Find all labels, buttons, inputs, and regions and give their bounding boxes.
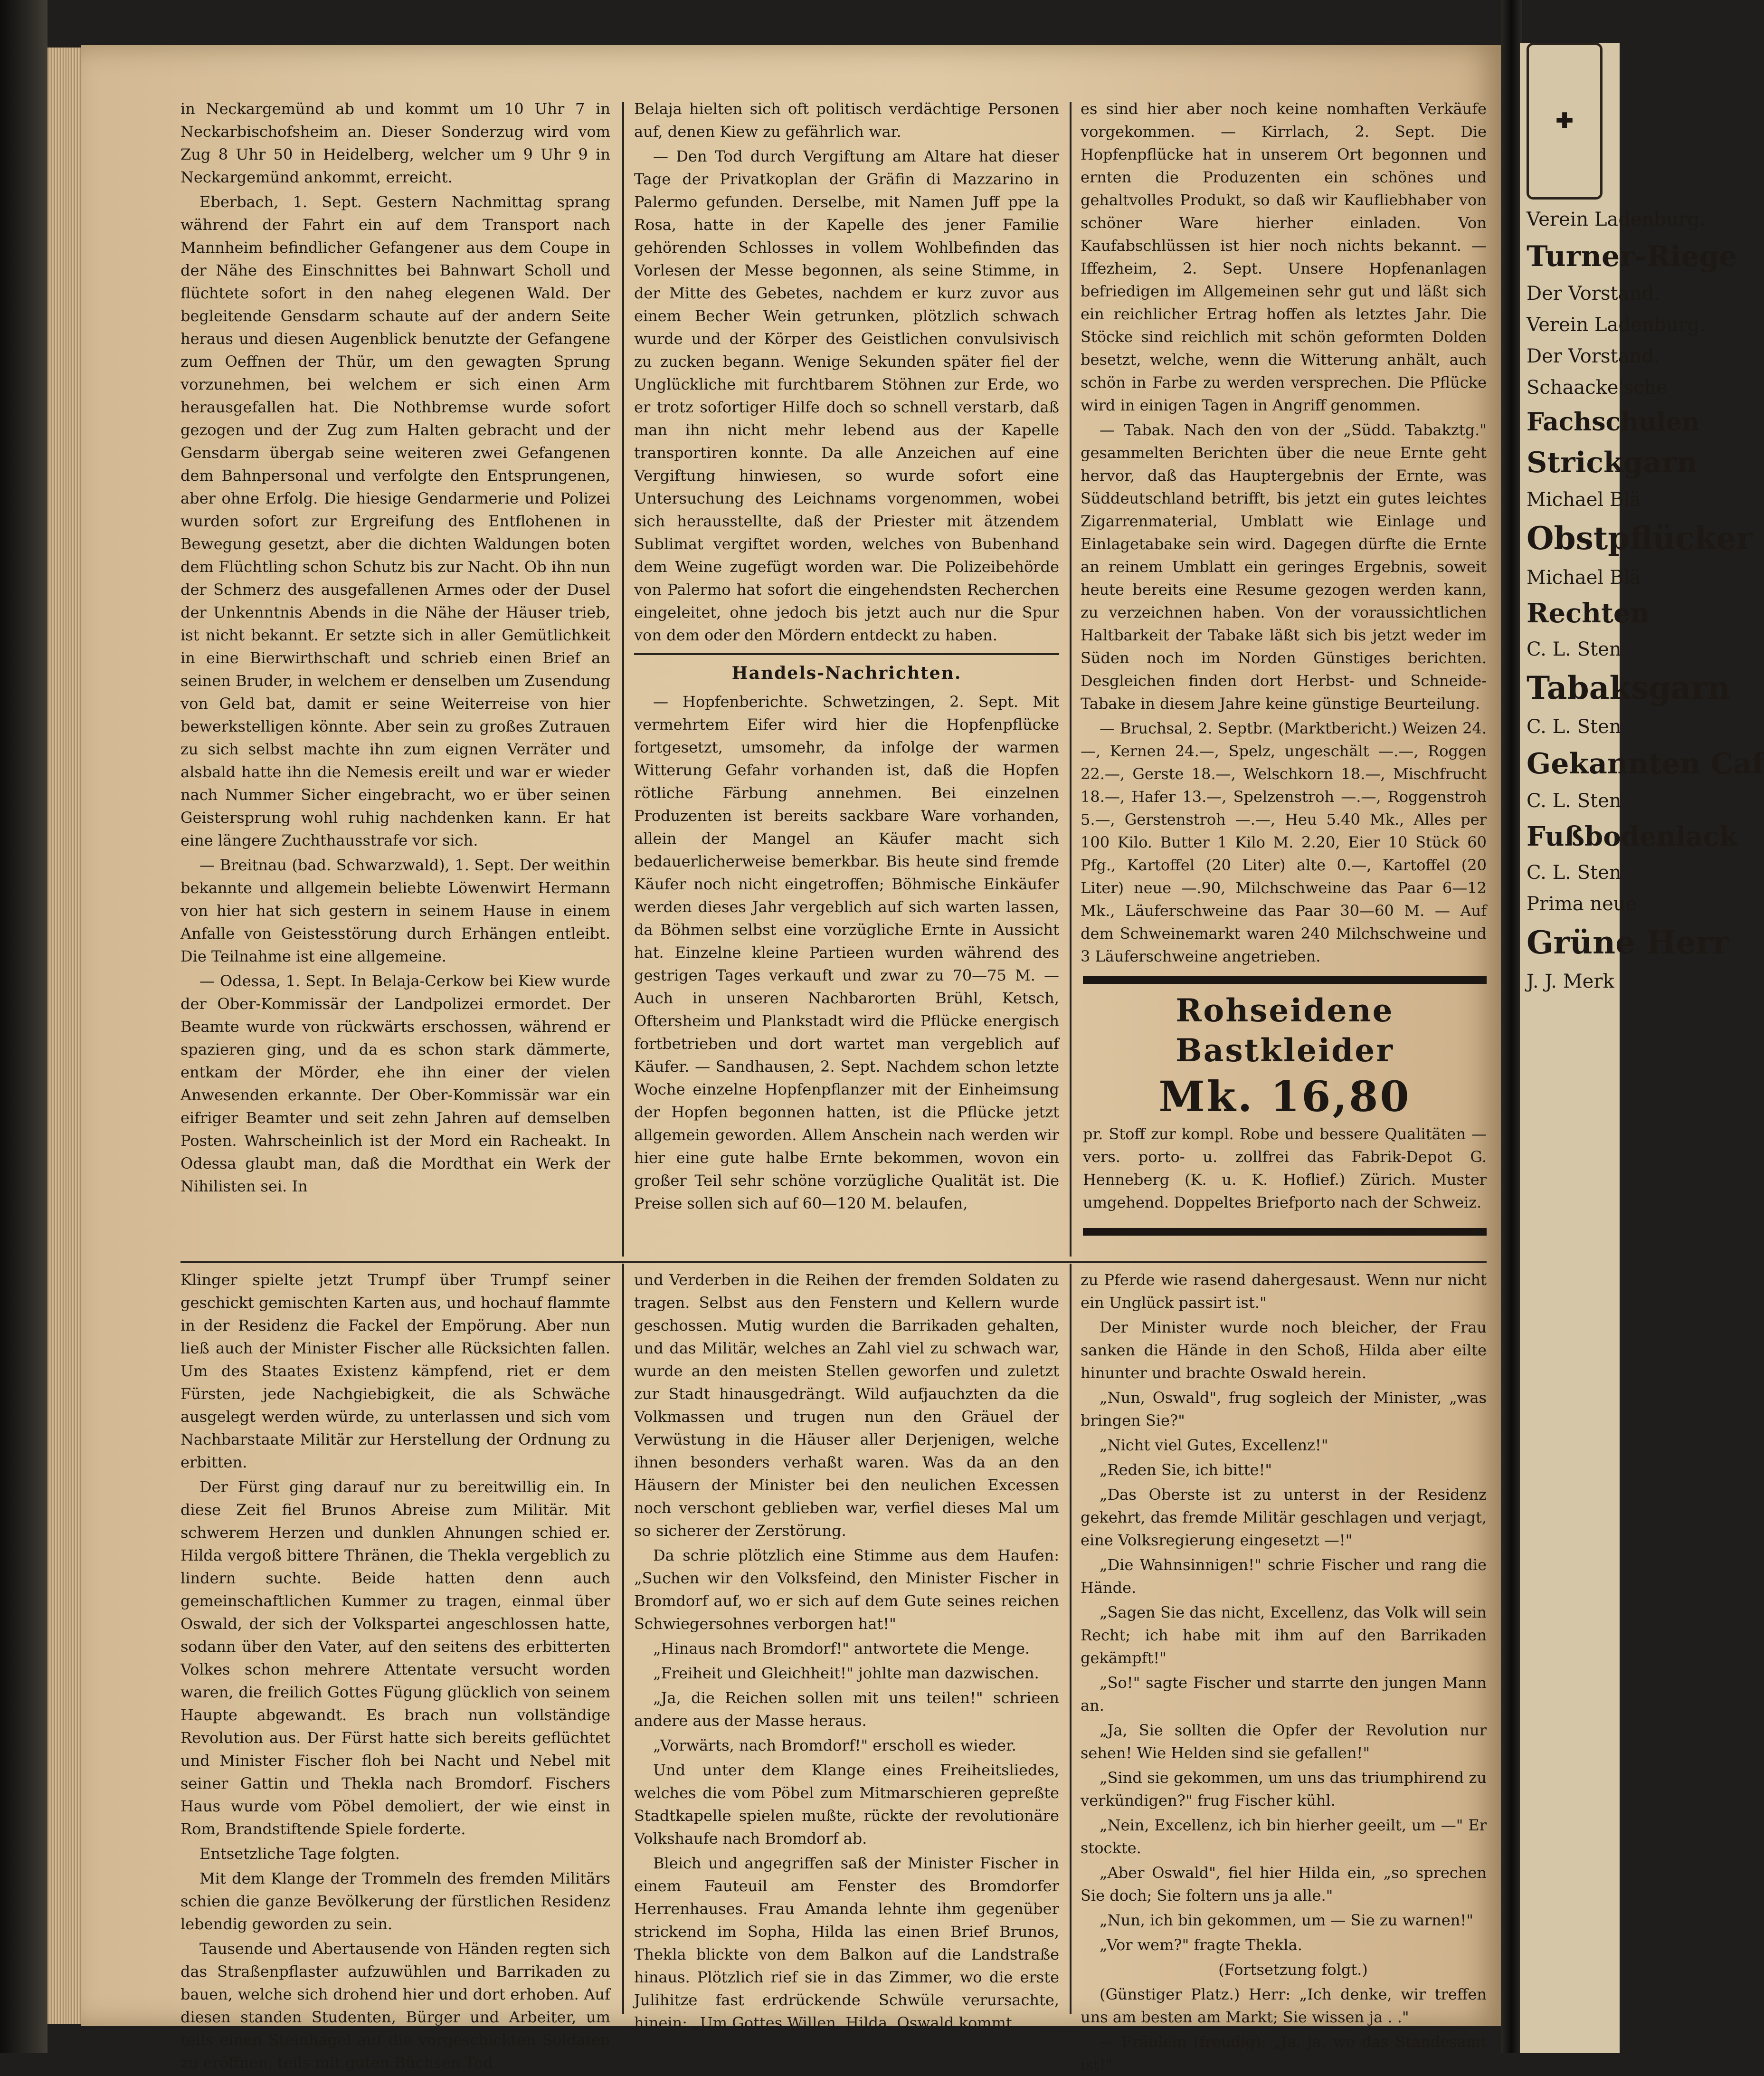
ad-price: Mk. 16,80 bbox=[1158, 1072, 1411, 1121]
news-item: Belaja hielten sich oft politisch verdächtige Personen auf, denen Kiew zu gefährlich war. bbox=[634, 100, 1059, 141]
ad-fragment: Turner-Riege bbox=[1527, 240, 1737, 273]
upper-column-2 bbox=[634, 97, 1059, 1257]
story-paragraph: „Reden Sie, ich bitte!" bbox=[1100, 1461, 1272, 1479]
story-paragraph: „Nein, Excellenz, ich bin hierher geeilt, um —" Er stockte. bbox=[1081, 1816, 1487, 1857]
story-paragraph: „So!" sagte Fischer und starrte den jungen Mann an. bbox=[1081, 1674, 1487, 1714]
advertisement bbox=[1083, 990, 1487, 1219]
lower-column-3 bbox=[1081, 1268, 1487, 2074]
ad-fragment: C. L. Sten bbox=[1527, 790, 1622, 812]
ad-fragment: Prima neue bbox=[1527, 893, 1637, 915]
news-item: — Hopfenberichte. Schwetzingen, 2. Sept. Mit vermehrtem Eifer wird hier die Hopfenpflücke fortgesetzt, umsomehr, da infolge der warmen Witterung Gefahr vorhanden ist, daß die Hopfen rötliche Färbung annehmen. Bei einzelnen Produzenten ist bereits sackbare Ware vorhanden, allein der Mangel an Käufer macht sich bedauerlicherweise bemerkbar. Bis heute sind fremde Käufer noch nicht eingetroffen; Böhmische Einkäufer werden dieses Jahr vergeblich auf sich warten lassen, da Böhmen selbst eine vorzügliche Ernte in Aussicht hat. Einzelne kleine Partieen wurden während des gestrigen Tages verkauft und zwar zu 70—75 M. — Auch in unseren Nachbarorten Brühl, Ketsch, Oftersheim und Plankstadt wird die Pflücke energisch fortbetrieben und dort wartet man vergeblich auf Käufer. — Sandhausen, 2. Sept. Nachdem schon letzte Woche einzelne Hopfenpflanzer mit der Einheimsung der Hopfen begonnen hatten, ist die Pflücke jetzt allgemein geworden. Allem Anschein nach werden wir hier eine gute halbe Ernte bekommen, wovon ein großer Teil sehr schöne vorzügliche Qualität ist. Die Preise sollen sich auf 60—120 M. belaufen, bbox=[634, 693, 1059, 1212]
story-paragraph: Und unter dem Klange eines Freiheitsliedes, welches die vom Pöbel zum Mitmarschieren gepreßte Stadtkapelle spielen mußte, rückte der revolutionäre Volkshaufe nach Bromdorf ab. bbox=[634, 1761, 1059, 1847]
story-paragraph: Klinger spielte jetzt Trumpf über Trumpf seiner geschickt gemischten Karten aus, und hochauf flammte in der Residenz die Fackel der Empörung. Aber nun ließ auch der Minister Fischer alle Rücksichten fallen. Um des Staates Existenz kämpfend, riet er dem Fürsten, jede Nachgiebigkeit, die als Schwäche ausgelegt werden würde, zu unterlassen und sich vom Nachbarstaate Militär zur Herstellung der Ordnung zu erbitten. bbox=[180, 1271, 610, 1471]
ad-fragment: J. J. Merk bbox=[1527, 971, 1614, 993]
news-item: in Neckargemünd ab und kommt um 10 Uhr 7 in Neckarbischofsheim an. Dieser Sonderzug wird vom Zug 8 Uhr 50 in Heidelberg, welcher um 9 Uhr 9 in Neckargemünd ankommt, erreicht. bbox=[180, 100, 610, 186]
ad-title: Rohseidene Bastkleider bbox=[1176, 992, 1394, 1069]
story-paragraph: „Sind sie gekommen, um uns das triumphirend zu verkündigen?" frug Fischer kühl. bbox=[1081, 1769, 1487, 1809]
column-rule bbox=[622, 102, 624, 1257]
book-gutter bbox=[1501, 0, 1522, 2053]
ad-fragment: Gekannten Caf bbox=[1527, 747, 1764, 781]
ad-fragment: Grüne Herr bbox=[1527, 924, 1729, 962]
news-item: Eberbach, 1. Sept. Gestern Nachmittag sprang während der Fahrt ein auf dem Transport nach Mannheim befindlicher Gefangener aus dem Coupe in der Nähe des Einschnittes bei Bahnwart Scholl und flüchtete sofort in den naheg elegenen Wald. Der begleitende Gensdarm schaute auf der andern Seite heraus und diesen Augenblick benutzte der Gefangene zum Oeffnen der Thür, um den gewagten Sprung vorzunehmen, bei welchem er sich einen Arm herausgefallen hat. Die Nothbremse wurde sofort gezogen und der Zug zum Halten gebracht und der Gensdarm übergab seine weiteren zwei Gefangenen dem Bahnpersonal und verfolgte den Entsprungenen, aber ohne Erfolg. Die hiesige Gendarmerie und Polizei wurden sofort zur Ergreifung des Entflohenen in Bewegung gesetzt, aber die dichten Waldungen boten dem Flüchtling schon Schutz bis zur Nacht. Ob ihn nun der Schmerz des ausgefallenen Armes oder der Dusel der Unkenntnis Abends in die Nähe der Häuser trieb, ist nicht bekannt. Er setzte sich in aller Gemütlichkeit in eine Bierwirthschaft und schrieb einen Brief an seinen Bruder, in welchem er denselben um Zusendung von Geld bat, damit er seine Weiterreise von hier bewerkstelligen könnte. Aber sein zu großes Zutrauen zu sich selbst machte ihn zum eignen Verräter und alsbald hatte ihn die Nemesis ereilt und war er wieder nach Nummer Sicher eingebracht, wo er über seinen Geistersprung wohl ruhig nachdenken kann. Er hat eine längere Zuchthausstrafe vor sich. bbox=[180, 193, 610, 849]
section-heading: Handels-Nachrichten. bbox=[731, 663, 962, 683]
news-item: — Den Tod durch Vergiftung am Altare hat dieser Tage der Privatkoplan der Gräfin di Mazzarino in Palermo gefunden. Derselbe, mit Namen Juff ppe la Rosa, hatte in der Kapelle des jener Familie gehörenden Schlosses in vollem Wohlbefinden das Vorlesen der Messe begonnen, als seine Stimme, in der Mitte des Gebetes, nachdem er kurz zuvor aus einem Becher Wein getrunken, plötzlich schwach wurde und der Körper des Geistlichen convulsivisch zu zucken begann. Wenige Sekunden später fiel der Unglückliche mit furchtbarem Stöhnen zur Erde, wo er trotz sofortiger Hilfe doch so schnell verstarb, daß man ihn nicht mehr lebend aus der Kapelle transportiren konnte. Da alle Anzeichen auf eine Vergiftung hinwiesen, so wurde sofort eine Untersuchung des Leichnams vorgenommen, wobei sich herausstellte, daß der Priester mit ätzendem Sublimat vergiftet worden, welches von Bubenhand dem Weine zugefügt worden war. Die Polizeibehörde von Palermo hat sofort die eingehendsten Recherchen eingeleitet, ohne jedoch bis jetzt auch nur die Spur von dem oder den Mördern entdeckt zu haben. bbox=[634, 147, 1059, 644]
ad-fragment: Verein Ladenburg. bbox=[1527, 209, 1706, 230]
story-paragraph: Entsetzliche Tage folgten. bbox=[199, 1845, 400, 1863]
story-paragraph: „Nicht viel Gutes, Excellenz!" bbox=[1100, 1436, 1328, 1454]
story-paragraph: „Aber Oswald", fiel hier Hilda ein, „so sprechen Sie doch; Sie foltern uns ja alle." bbox=[1081, 1864, 1487, 1905]
ad-fragment: Der Vorstand. bbox=[1527, 345, 1660, 367]
ad-border bbox=[1083, 976, 1487, 984]
story-paragraph: „Das Oberste ist zu unterst in der Residenz gekehrt, das fremde Militär geschlagen und verjagt, eine Volksregierung eingesetzt —!" bbox=[1081, 1486, 1487, 1549]
ad-fragment: Rechten bbox=[1527, 597, 1650, 629]
story-paragraph: Bleich und angegriffen saß der Minister Fischer in einem Fauteuil am Fenster des Bromdorfer Herrenhauses. Frau Amanda lehnte ihm gegenüber strickend im Sopha, Hilda las einen Brief Brunos, Thekla blickte von dem Balkon auf die Landstraße hinaus. Plötzlich rief sie in das Zimmer, wo die erste Julihitze fast erdrückende Schwüle verursachte, hinein: „Um Gottes Willen, Hilda, Oswald kommt bbox=[634, 1854, 1059, 2032]
binding bbox=[0, 0, 47, 2053]
news-item: — Bruchsal, 2. Septbr. (Marktbericht.) Weizen 24.—, Kernen 24.—, Spelz, ungeschält —.—, Roggen 22.—, Gerste 18.—, Welschkorn 18.—, Mischfrucht 18.—, Hafer 13.—, Spelzenstroh —.—, Roggenstroh 5.—, Gerstenstroh —.—, Heu 5.40 Mk., Alles per 100 Kilo. Butter 1 Kilo M. 2.20, Eier 10 Stück 60 Pfg., Kartoffel (20 Liter) alte 0.—, Kartoffel (20 Liter) neue —.90, Milchschweine das Paar 6—12 Mk., Läuferschweine das Paar 30—60 M. — Auf dem Schweinemarkt waren 240 Milchschweine und 3 Läuferschweine angetrieben. bbox=[1081, 719, 1487, 965]
story-paragraph: „Nun, ich bin gekommen, um — Sie zu warnen!" bbox=[1100, 1911, 1473, 1929]
ad-fragment: Michael Blä bbox=[1527, 566, 1641, 589]
ad-fragment: Fußbodenlack bbox=[1527, 820, 1738, 852]
story-paragraph: Da schrie plötzlich eine Stimme aus dem Haufen: „Suchen wir den Volksfeind, den Minister Fischer in Bromdorf auf, wo er sich auf dem Gute seines reichen Schwiegersohnes verborgen hat!" bbox=[634, 1546, 1059, 1633]
ad-fragment: Fachschulen bbox=[1527, 408, 1700, 437]
story-paragraph: Mit dem Klange der Trommeln des fremden Militärs schien die ganze Bevölkerung der fürstlichen Residenz lebendig geworden zu sein. bbox=[180, 1869, 610, 1933]
news-item: — Breitnau (bad. Schwarzwald), 1. Sept. Der weithin bekannte und allgemein beliebte Löwenwirt Hermann von hier hat sich gestern in seinem Hause in einem Anfalle von Geistesstörung durch Erhängen entleibt. Die Teilnahme ist eine allgemeine. bbox=[180, 856, 610, 965]
upper-column-1 bbox=[180, 97, 610, 1257]
section-rule bbox=[634, 653, 1059, 655]
lower-column-2 bbox=[634, 1268, 1059, 2032]
story-paragraph: „Nun, Oswald", frug sogleich der Minister, „was bringen Sie?" bbox=[1081, 1389, 1487, 1429]
ad-fragment: Tabaksgarn bbox=[1527, 669, 1731, 706]
ad-fragment: C. L. Sten bbox=[1527, 862, 1622, 884]
upper-column-3 bbox=[1081, 97, 1487, 967]
section-rule bbox=[180, 1261, 1487, 1263]
column-rule bbox=[1070, 102, 1072, 1257]
joke-paragraph: (Günstiger Platz.) Herr: „Ich denke, wir treffen uns am besten am Markt; Sie wissen ja . ." bbox=[1081, 1985, 1487, 2026]
story-paragraph: „Sagen Sie das nicht, Excellenz, das Volk will sein Recht; ich habe mit ihm auf den Barrikaden gekämpft!" bbox=[1081, 1603, 1487, 1667]
story-paragraph: Tausende und Abertausende von Händen regten sich das Straßenpflaster aufzuwühlen und Barrikaden zu bauen, welche sich drohend hier und dort erhoben. Auf diesen standen Studenten, Bürger und Arbeiter, um teils einen Steinhagel auf die vorgeschickten Soldaten zu eröffnen, teils mit guten Büchsen Tod bbox=[180, 1940, 610, 2072]
ad-fragment: Schaacke'sche bbox=[1527, 377, 1668, 399]
news-item: — Tabak. Nach den von der „Südd. Tabakztg." gesammelten Berichten über die neue Ernte geht hervor, daß das Hauptergebnis der Ernte, was Süddeutschland betrifft, bis jetzt ein gutes leichtes Zigarrenmaterial, Umblatt wie Einlage und Einlagetabake sein wird. Dagegen dürfte die Ernte an reinem Umblatt ein geringes Ergebnis, soweit heute bereits eine Resume gezogen werden kann, zu verzeichnen haben. Von der voraussichtlichen Haltbarkeit der Tabake läßt sich bis jetzt weder im Süden noch im Norden Günstiges berichten. Desgleichen finden dort Herbst- und Schneide-Tabake in diesem Jahre keine günstige Beurteilung. bbox=[1081, 421, 1487, 713]
story-paragraph: „Ja, die Reichen sollen mit uns teilen!" schrieen andere aus der Masse heraus. bbox=[634, 1689, 1059, 1730]
news-item: es sind hier aber noch keine nomhaften Verkäufe vorgekommen. — Kirrlach, 2. Sept. Die Hopfenpflücke hat in unserem Ort begonnen und ernten die Produzenten ein schönes und gehaltvolles Produkt, so daß wir Kaufliebhaber von schöner Ware hierher einladen. Von Kaufabschlüssen ist hier noch nichts bekannt. — Iffezheim, 2. Sept. Unsere Hopfenanlagen befriedigen im Allgemeinen sehr gut und läßt sich ein reichlicher Ertrag hoffen als letztes Jahr. Die Stöcke sind reichlich mit schön geformten Dolden besetzt, welche, wenn die Witterung anhält, auch schön in Farbe zu werden versprechen. Die Pflücke wird in einigen Tagen in Angriff genommen. bbox=[1081, 100, 1487, 414]
adjacent-page-strip bbox=[1520, 43, 1764, 2053]
story-paragraph: Der Fürst ging darauf nur zu bereitwillig ein. In diese Zeit fiel Brunos Abreise zum Militär. Mit schwerem Herzen und dunklen Ahnungen schied er. Hilda vergoß bittere Thränen, die Thekla vergeblich zu lindern suchte. Beide hatten denn auch gemeinschaftlichen Kummer zu tragen, einmal über Oswald, der sich der Volkspartei angeschlossen hatte, sodann über den Vater, auf den seitens des erbitterten Volkes schon mehrere Attentate versucht worden waren, die freilich Gottes Fügung glücklich von seinem Haupte abgewandt. Es brach nun vollständige Revolution aus. Der Fürst hatte sich bereits geflüchtet und Minister Fischer floh bei Nacht und Nebel mit seiner Gattin und Thekla nach Bromdorf. Fischers Haus wurde vom Pöbel demoliert, der wie einst in Rom, Brandstiftende Spiele forderte. bbox=[180, 1478, 610, 1838]
story-paragraph: zu Pferde wie rasend dahergesaust. Wenn nur nicht ein Unglück passirt ist." bbox=[1081, 1271, 1487, 1312]
joke-paragraph: — Fräulein (freudig): „Ja, ja, wo das Standesamt ist!" bbox=[1081, 2033, 1487, 2074]
column-rule bbox=[1070, 1264, 1072, 2014]
news-item: — Odessa, 1. Sept. In Belaja-Cerkow bei Kiew wurde der Ober-Kommissär der Landpolizei ermordet. Der Beamte wurde von rückwärts erschossen, während er spazieren ging, und da es schon stark dämmerte, entkam der Mörder, ehe ihn einer der vielen Anwesenden erkannte. Der Ober-Kommissär war ein eifriger Beamter und seit zehn Jahren auf demselben Posten. Wahrscheinlich ist der Mord ein Racheakt. In Odessa glaubt man, daß die Mordthat ein Werk der Nihilisten sei. In bbox=[180, 972, 610, 1195]
ad-fragment: Obstpflücker bbox=[1527, 520, 1753, 557]
story-paragraph: „Vorwärts, nach Bromdorf!" erscholl es wieder. bbox=[653, 1736, 1016, 1754]
ad-fragment: C. L. Sten bbox=[1527, 638, 1622, 660]
story-paragraph: Der Minister wurde noch bleicher, der Frau sanken die Hände in den Schoß, Hilda aber eilte hinunter und brachte Oswald herein. bbox=[1081, 1318, 1487, 1382]
ad-fragment: C. L. Sten bbox=[1527, 715, 1622, 738]
ad-border bbox=[1083, 1228, 1487, 1236]
lower-column-1 bbox=[180, 1268, 610, 2072]
story-paragraph: und Verderben in die Reihen der fremden Soldaten zu tragen. Selbst aus den Fenstern und Kellern wurde geschossen. Mutig wurden die Barrikaden gehalten, und das Militär, welches an Zahl viel zu schwach war, wurde an den meisten Stellen geworfen und zuletzt zur Stadt hinausgedrängt. Wild aufjauchzten da die Volkmassen und trugen nun den Gräuel der Verwüstung in die Häuser aller Derjenigen, welche ihnen besonders verhaßt waren. Was da an den Häusern der Minister bei den neulichen Excessen noch verschont geblieben war, verfiel dieses Mal um so sicherer der Zerstörung. bbox=[634, 1271, 1059, 1540]
column-rule bbox=[622, 1264, 624, 2014]
ad-fragment: Strickgarn bbox=[1527, 446, 1698, 480]
continuation-note: (Fortsetzung folgt.) bbox=[1218, 1961, 1368, 1979]
ad-fragment: Verein Ladenburg. bbox=[1527, 314, 1706, 336]
ad-text: pr. Stoff zur kompl. Robe und bessere Qualitäten — vers. porto- u. zollfrei das Fabrik-Depot G. Henneberg (K. u. K. Hoflief.) Zürich. Muster umgehend. Doppeltes Briefporto nach der Schweiz. bbox=[1083, 1125, 1487, 1211]
story-paragraph: „Die Wahnsinnigen!" schrie Fischer und rang die Hände. bbox=[1081, 1556, 1487, 1597]
story-paragraph: „Hinaus nach Bromdorf!" antwortete die Menge. bbox=[653, 1639, 1030, 1657]
emblem-icon: ✚ bbox=[1527, 43, 1603, 200]
story-paragraph: „Vor wem?" fragte Thekla. bbox=[1100, 1936, 1302, 1954]
ad-fragment: Michael Blä bbox=[1527, 489, 1641, 511]
story-paragraph: „Freiheit und Gleichheit!" johlte man dazwischen. bbox=[653, 1664, 1039, 1682]
newspaper-page bbox=[81, 45, 1501, 2074]
story-paragraph: „Ja, Sie sollten die Opfer der Revolution nur sehen! Wie Helden sind sie gefallen!" bbox=[1081, 1721, 1487, 1762]
ad-fragment: Der Vorstand. bbox=[1527, 283, 1660, 305]
